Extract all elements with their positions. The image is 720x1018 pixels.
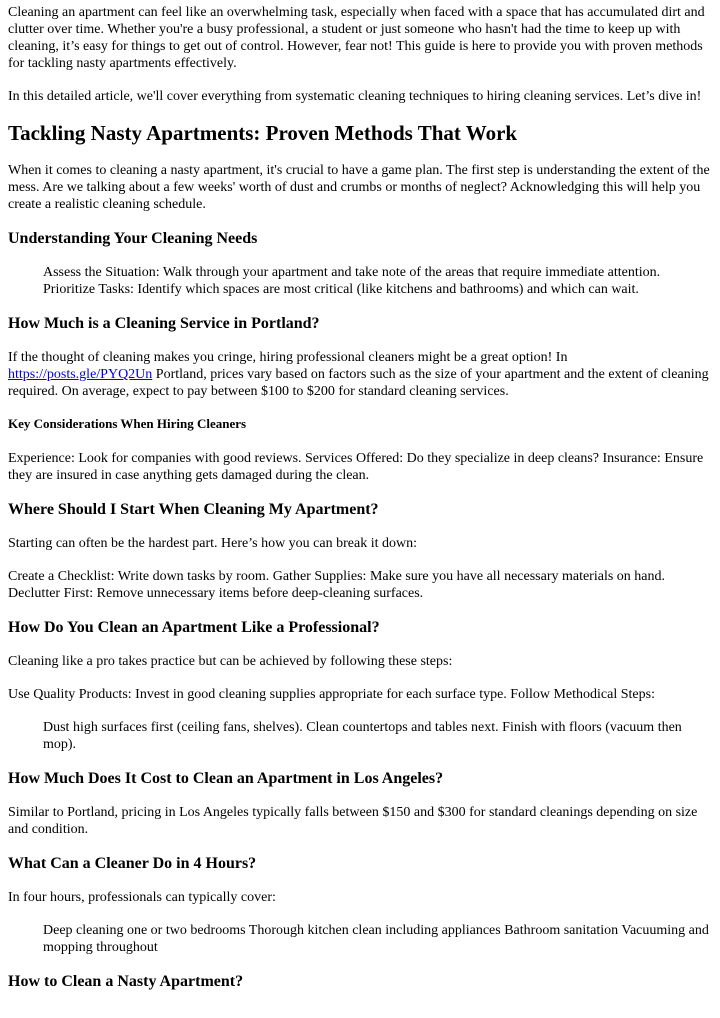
portland-text-after: Portland, prices vary based on factors such as the size of your apartment and the extent of cleaning required. On average, expect to pay between $100 to $200 for standard cleaning services. <box>8 367 709 399</box>
where-start-paragraph-2: Create a Checklist: Write down tasks by room. Gather Supplies: Make sure you have all necessary materials on hand. Declutter First: Remove unnecessary items before deep-cleaning surfaces. <box>8 569 666 601</box>
considerations-paragraph: Experience: Look for companies with good reviews. Services Offered: Do they specialize in deep cleans? Insurance: Ensure they are insured in case anything gets damaged during the clean. <box>8 451 704 483</box>
four-hours-list: Deep cleaning one or two bedrooms Thorough kitchen clean including appliances Bathroom sanitation Vacuuming and mopping throughout <box>43 923 709 955</box>
professional-paragraph-2: Use Quality Products: Invest in good cleaning supplies appropriate for each surface type. Follow Methodical Steps: <box>8 687 655 702</box>
intro-paragraph-2: In this detailed article, we'll cover everything from systematic cleaning techniques to hiring cleaning services. Let’s dive in! <box>8 89 702 104</box>
professional-steps-list: Dust high surfaces first (ceiling fans, shelves). Clean countertops and tables next. Finish with floors (vacuum then mop). <box>43 720 682 752</box>
intro-paragraph-1: Cleaning an apartment can feel like an overwhelming task, especially when faced with a space that has accumulated dirt and clutter over time. Whether you're a busy professional, a student or just someone who hasn't had the time to keep up with cleaning, it’s easy for things to get out of control. However, fear not! This guide is here to provide you with proven methods for tackling nasty apartments effectively. <box>8 5 705 71</box>
cleaning-needs-list: Assess the Situation: Walk through your apartment and take note of the areas that require immediate attention. Prioritize Tasks: Identify which spaces are most critical (like kitchens and bathrooms) and which can wait. <box>43 265 661 297</box>
professional-paragraph-1: Cleaning like a pro takes practice but can be achieved by following these steps: <box>8 654 453 669</box>
los-angeles-paragraph: Similar to Portland, pricing in Los Angeles typically falls between $150 and $300 for standard cleanings depending on size and condition. <box>8 805 698 837</box>
main-title: Tackling Nasty Apartments: Proven Methods That Work <box>8 121 518 145</box>
heading-like-professional: How Do You Clean an Apartment Like a Professional? <box>8 619 380 636</box>
posts-link[interactable]: https://posts.gle/PYQ2Un <box>8 367 153 382</box>
heading-portland-cost: How Much is a Cleaning Service in Portland? <box>8 315 320 332</box>
where-start-paragraph-1: Starting can often be the hardest part. Here’s how you can break it down: <box>8 536 417 551</box>
heading-nasty-apartment: How to Clean a Nasty Apartment? <box>8 973 244 990</box>
four-hours-paragraph: In four hours, professionals can typically cover: <box>8 890 276 905</box>
portland-paragraph <box>8 349 712 400</box>
heading-where-start: Where Should I Start When Cleaning My Apartment? <box>8 501 379 518</box>
heading-key-considerations: Key Considerations When Hiring Cleaners <box>8 416 247 431</box>
game-plan-paragraph: When it comes to cleaning a nasty apartment, it's crucial to have a game plan. The first step is understanding the extent of the mess. Are we talking about a few weeks' worth of dust and crumbs or months of neglect? Acknowledging this will help you create a realistic cleaning schedule. <box>8 163 710 212</box>
portland-text-before: If the thought of cleaning makes you cringe, hiring professional cleaners might be a great option! In <box>8 350 568 365</box>
heading-four-hours: What Can a Cleaner Do in 4 Hours? <box>8 855 257 872</box>
heading-cleaning-needs: Understanding Your Cleaning Needs <box>8 230 258 247</box>
heading-los-angeles-cost: How Much Does It Cost to Clean an Apartment in Los Angeles? <box>8 770 444 787</box>
